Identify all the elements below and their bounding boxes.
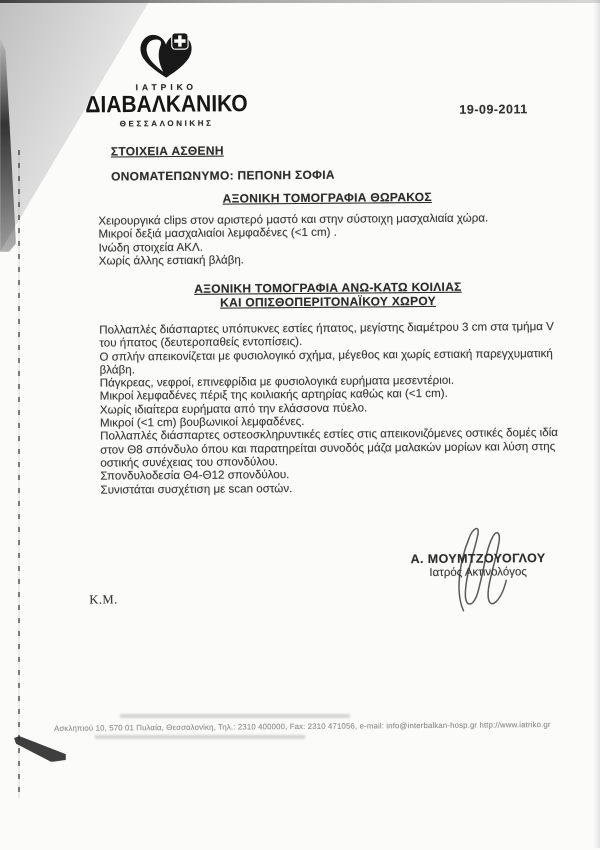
- report-line: Συνιστάται συσχέτιση με scan οστών.: [100, 481, 293, 497]
- report-line: Πάγκρεας, νεφροί, επινεφρίδια με φυσιολογικά ευρήματα μεσεντέριοι.: [99, 373, 455, 390]
- patient-name-line: ΟΝΟΜΑΤΕΠΩΝΥΜΟ: ΠΕΠΟΝΗ ΣΟΦΙΑ: [110, 167, 335, 184]
- report-line: Πολλαπλές διάσπαρτες υπόπυκνες εστίες ήπατος, μεγίστης διαμέτρου 3 cm στα τμήμα V του ήπατος (δευτεροπαθείς εντοπίσεις).: [99, 320, 554, 350]
- hospital-logo: [75, 30, 258, 128]
- report-date: 19-09-2011: [459, 102, 528, 117]
- report-line: Μικροί (<1 cm) βουβωνικοί λεμφαδένες.: [99, 415, 305, 430]
- footer-contact-line: Ασκληπιού 10, 570 01 Πυλαία, Θεσσαλονίκη, Τηλ.: 2310 400000, Fax: 2310 471056, e-mail: info@interbalkan-hosp.gr http://www.iatriko.gr: [54, 720, 551, 733]
- logo-text-thessalonikis: ΘΕΣΣΑΛΟΝΙΚΗΣ: [119, 118, 214, 129]
- section2-title-line2: ΚΑΙ ΟΠΙΣΘΟΠΕΡΙΤΟΝΑΪΚΟΥ ΧΩΡΟΥ: [220, 293, 436, 310]
- section2-title-line1: ΑΞΟΝΙΚΗ ΤΟΜΟΓΡΑΦΙΑ ΑΝΩ-ΚΑΤΩ ΚΟΙΛΙΑΣ: [194, 279, 462, 296]
- section1-title: ΑΞΟΝΙΚΗ ΤΟΜΟΓΡΑΦΙΑ ΘΩΡΑΚΟΣ: [222, 189, 432, 206]
- report-line: Ο σπλήν απεικονίζεται με φυσιολογικό σχήμα, μέγεθος και χωρίς εστιακή παρεγχυματική βλάβη.: [99, 346, 553, 377]
- logo-text-diavalkaniko: ΔΙΑΒΑΛΚΑΝΙΚΟ: [85, 90, 248, 118]
- heart-cross-icon: [137, 31, 195, 79]
- typist-initials: Κ.Μ.: [89, 592, 118, 607]
- section2-title: [99, 280, 557, 311]
- doctor-signature-block: [401, 551, 555, 579]
- report-line: Ινώδη στοιχεία ΑΚΛ.: [98, 240, 204, 255]
- report-line: Χωρίς ιδιαίτερα ευρήματα από την ελάσσονα πύελο.: [99, 401, 368, 417]
- report-line: Μικροί δεξιά μασχαλιαίοι λεμφαδένες (<1 cm) .: [98, 226, 337, 241]
- logo-text-iatriko: ΙΑΤΡΙΚΟ: [135, 81, 198, 93]
- report-line: Μικροί λεμφαδένες πέριξ της κοιλιακής αρτηρίας καθώς και (<1 cm).: [99, 387, 448, 404]
- report-line: Χωρίς άλλης εστιακή βλάβη.: [98, 253, 245, 268]
- report-line: Πολλαπλές διάσπαρτες οστεοσκληρυντικές εστίες στις απεικονιζόμενες οστικές δομές ιδία στον Θ8 σπόνδυλο όπου και παρατηρείται συνοδός μάζα μαλακών μορίων και λύση στης οστικής συνέχειας του σπονδύλου.: [100, 426, 559, 470]
- doctor-name: Α. ΜΟΥΜΤΖΟΥΟΓΛΟΥ: [410, 551, 546, 567]
- patient-details-heading: ΣΤΟΙΧΕΙΑ ΑΣΘΕΝΗ: [110, 143, 224, 159]
- doctor-title: Ιατρός Ακτινολόγος: [429, 566, 527, 579]
- section2-body: [99, 320, 560, 496]
- report-line: Σπονδυλοδεσία Θ4-Θ12 σπονδύλου.: [100, 468, 290, 483]
- section1-body: [98, 211, 558, 268]
- report-line: Χειρουργικά clips στον αριστερό μαστό και στην σύστοιχη μασχαλιαία χώρα.: [98, 211, 489, 228]
